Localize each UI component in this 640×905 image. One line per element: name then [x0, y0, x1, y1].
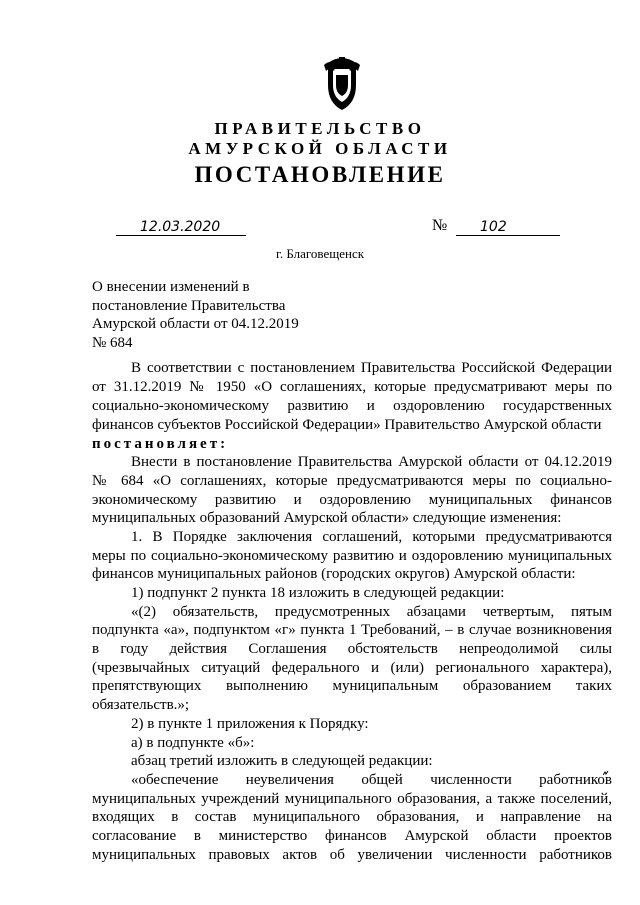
body-line: «(2) обязательств, предусмотренных абзацами четвертым, пятым [131, 604, 612, 620]
document-type-title: ПОСТАНОВЛЕНИЕ [194, 162, 446, 187]
subject-line: О внесении изменений в [92, 279, 250, 295]
body-line: № 684 «О соглашениях, которые предусматриваются меры по социально- [92, 473, 612, 489]
decree-keyword: постановляет: [92, 436, 229, 452]
body-line: а) в подпункте «б»: [131, 735, 255, 751]
body-line: социально-экономическому развитию и оздоровлению государственных [92, 398, 612, 414]
document-subject [92, 278, 299, 352]
subject-line: № 684 [92, 334, 133, 351]
body-line: обязательств.»; [92, 697, 190, 713]
body-line: согласование в министерство финансов Амурской области проектов [92, 828, 612, 844]
body-line: от 31.12.2019 № 1950 «О соглашениях, которые предусматривают меры по [92, 379, 612, 395]
body-line: экономическому развитию и оздоровлению муниципальных финансов [92, 492, 612, 508]
body-line: абзац третий изложить в следующей редакции: [131, 753, 433, 769]
body-line: (чрезвычайных ситуаций федерального и (или) регионального характера), [92, 660, 612, 676]
body-line: В соответствии с постановлением Правительства Российской Федерации [131, 360, 612, 376]
body-line: муниципальных образований Амурской области» следующие изменения: [92, 510, 562, 526]
body-line: меры по социально-экономическому развитию и оздоровлению муниципальных [92, 548, 612, 564]
body-line: муниципальных правовых актов об увеличении численности работников [92, 847, 612, 863]
government-title: ПРАВИТЕЛЬСТВО [214, 119, 426, 138]
body-line: подпункта «а», подпунктом «г» пункта 1 Требований, – в случае возникновения [92, 622, 612, 638]
body-line: муниципальных учреждений муниципального образования, а также поселений, [92, 791, 612, 807]
body-line: входящих в состав муниципального образования, и направление на [92, 809, 612, 825]
body-line: Внести в постановление Правительства Амурской области от 04.12.2019 [131, 454, 612, 470]
body-line: в году действия Соглашения обстоятельств непреодолимой силы [92, 641, 612, 657]
region-title: АМУРСКОЙ ОБЛАСТИ [188, 139, 452, 158]
subject-line: постановление Правительства [92, 297, 286, 314]
date-underline [116, 235, 246, 236]
body-line: 1) подпункт 2 пункта 18 изложить в следующей редакции: [131, 585, 505, 601]
body-line: «обеспечение неувеличения общей численности работников [131, 772, 612, 788]
coat-of-arms-emblem [320, 55, 364, 111]
body-line: финансов субъектов Российской Федерации» Правительство Амурской области [92, 417, 602, 433]
city-name: г. Благовещенск [275, 246, 365, 261]
document-date: 12.03.2020 [140, 219, 221, 235]
body-line: финансов муниципальных районов (городских округов) Амурской области: [92, 566, 576, 582]
document-number: 102 [480, 219, 507, 235]
handwritten-mark [603, 771, 609, 776]
number-sign: № [432, 217, 448, 234]
number-underline [456, 235, 560, 236]
body-line: препятствующих выполнению муниципальным образованием таких [92, 678, 612, 694]
body-line: 2) в пункте 1 приложения к Порядку: [131, 716, 369, 732]
subject-line: Амурской области от 04.12.2019 [92, 316, 299, 332]
body-line: 1. В Порядке заключения соглашений, которыми предусматриваются [131, 529, 612, 545]
